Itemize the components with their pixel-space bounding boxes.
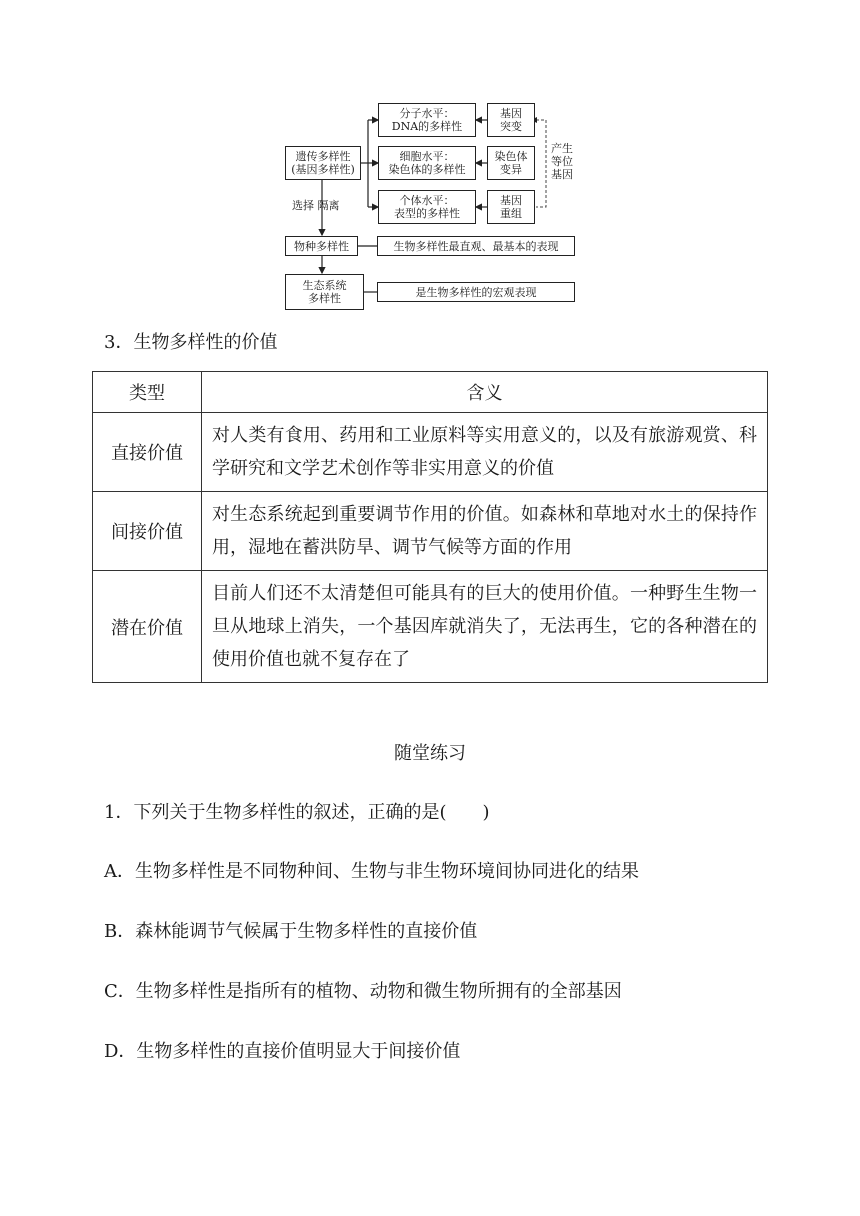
chromosome-variation-box: [487, 146, 535, 180]
table-row: [93, 571, 768, 683]
molecular-level-box: [378, 103, 476, 137]
species-diversity-note: 生物多样性最直观、最基本的表现: [377, 236, 575, 256]
individual-level-box: [378, 190, 476, 224]
produce-alleles-line2: 等位: [551, 155, 573, 168]
genetic-diversity-box: [285, 146, 361, 180]
individual-level-line1: 个体水平：: [399, 194, 455, 207]
produce-alleles-line1: 产生: [551, 142, 573, 155]
row-desc: 对生态系统起到重要调节作用的价值。如森林和草地对水土的保持作用，湿地在蓄洪防旱、调节气候等方面的作用: [202, 492, 768, 571]
ecosystem-diversity-box: [285, 274, 364, 310]
individual-level-line2: 表型的多样性: [394, 207, 460, 220]
table-header-row: [93, 372, 768, 413]
section-title: 3．生物多样性的价值: [104, 332, 278, 353]
chromosome-variation-line1: 染色体: [494, 150, 528, 163]
practice-title: 随堂练习: [394, 743, 466, 764]
ecosystem-diversity-line1: 生态系统: [302, 279, 347, 292]
molecular-level-line1: 分子水平：: [399, 107, 455, 120]
header-type: 类型: [93, 372, 202, 413]
option-b[interactable]: B．森林能调节气候属于生物多样性的直接价值: [104, 921, 478, 942]
table-row: [93, 413, 768, 492]
chromosome-variation-line2: 变异: [500, 163, 522, 176]
produce-alleles-line3: 基因: [551, 168, 573, 181]
option-c[interactable]: C．生物多样性是指所有的植物、动物和微生物所拥有的全部基因: [104, 981, 622, 1002]
cell-level-box: [378, 146, 476, 180]
option-d[interactable]: D．生物多样性的直接价值明显大于间接价值: [104, 1041, 461, 1062]
genetic-diversity-line1: 遗传多样性: [295, 150, 351, 163]
ecosystem-diversity-note: 是生物多样性的宏观表现: [377, 282, 575, 302]
selection-isolation-label: 选择 隔离: [292, 199, 340, 212]
gene-mutation-box: [487, 103, 535, 137]
produce-alleles-label: [551, 142, 573, 181]
row-desc: 对人类有食用、药用和工业原料等实用意义的，以及有旅游观赏、科学研究和文学艺术创作等非实用意义的价值: [202, 413, 768, 492]
row-type: 直接价值: [93, 413, 202, 492]
question-text: 1．下列关于生物多样性的叙述，正确的是( ): [104, 802, 490, 823]
row-type: 潜在价值: [93, 571, 202, 683]
species-diversity-box: 物种多样性: [285, 236, 358, 256]
table-row: [93, 492, 768, 571]
header-meaning: 含义: [202, 372, 768, 413]
genetic-diversity-line2: (基因多样性): [291, 163, 355, 176]
biodiversity-diagram: [280, 96, 580, 316]
gene-recombination-box: [487, 190, 535, 224]
gene-recombination-line1: 基因: [500, 194, 522, 207]
cell-level-line1: 细胞水平：: [399, 150, 455, 163]
row-type: 间接价值: [93, 492, 202, 571]
row-desc: 目前人们还不太清楚但可能具有的巨大的使用价值。一种野生生物一旦从地球上消失，一个基因库就消失了，无法再生，它的各种潜在的使用价值也就不复存在了: [202, 571, 768, 683]
ecosystem-diversity-line2: 多样性: [308, 292, 341, 305]
molecular-level-line2: DNA的多样性: [391, 120, 463, 133]
gene-mutation-line2: 突变: [500, 120, 522, 133]
gene-recombination-line2: 重组: [500, 207, 522, 220]
option-a[interactable]: A．生物多样性是不同物种间、生物与非生物环境间协同进化的结果: [104, 861, 639, 882]
value-table: [92, 371, 768, 683]
cell-level-line2: 染色体的多样性: [388, 163, 466, 176]
gene-mutation-line1: 基因: [500, 107, 522, 120]
